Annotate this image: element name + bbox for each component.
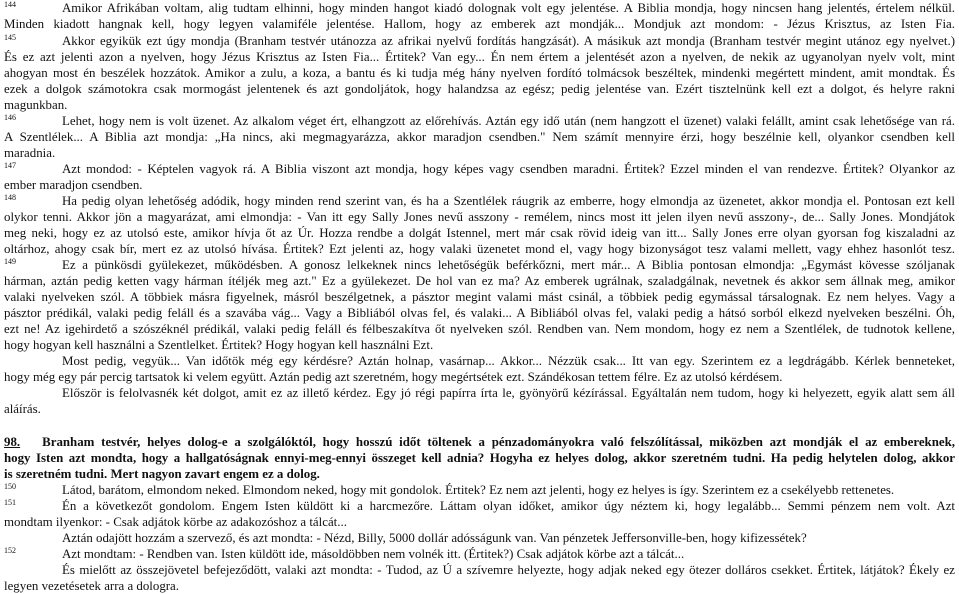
text-line: hárman, aztán pedig ketten vagy hárman ítéljék meg azt." Ez a gyülekezet. De hol van ez ma? Az emberek ugrálnak, szaladgálnak, nevetnek és akkor sem állnak meg, amikor — [4, 274, 955, 288]
text-line: Én a következőt gondolom. Engem Isten küldött ki a harcmezőre. Láttam olyan időket, amikor úgy néztem ki, hogy legalább... Semmi pénzem nem volt. Azt — [62, 499, 955, 513]
text-line: ezek a dolgok számotokra csak mormogást jelentenek és azt gondoljátok, hogy halandzsa az egész; pedig jelentése van. Ezért tisztelnünk kell ezt a dolgot, és helyre rakni — [4, 82, 955, 96]
text-line: Azt mondod: - Képtelen vagyok rá. A Biblia viszont azt mondja, hogy képes vagy csendben maradni. Értitek? Ezzel minden el van rendezve. Értitek? Olyankor az — [62, 162, 955, 176]
question-text: is szeretném tudni. Mert nagyon zavart engem ez a dolog. — [4, 467, 320, 481]
text-line: Látod, barátom, elmondom neked. Elmondom neked, hogy mit gondolok. Értitek? Ez nem azt jelenti, hogy ez helyes is így. Szerintem ez a csekélyebb rettenetes. — [62, 483, 895, 497]
paragraph-number: 146 — [4, 113, 16, 122]
paragraph-number: 149 — [4, 257, 16, 266]
text-line: Amikor Afrikában voltam, alig tudtam elhinni, hogy minden hangot kiadó dolognak volt egy jelentése. A Biblia mondja, hogy nincsen hang jelentés, értelem nélkül. — [62, 1, 955, 15]
text-line: aláírás. — [4, 402, 41, 416]
paragraph-number: 145 — [4, 33, 16, 42]
text-line: ahogyan most én beszélek hozzátok. Amikor a zulu, a koza, a bantu és ki tudja még hány nyelven fordító tolmácsok beszéltek, mindenki megértett mindent, amit mondtak. És — [4, 66, 955, 80]
text-line: legyen vezetésetek arra a dologra. — [4, 579, 179, 593]
text-line: oltárhoz, ahogy csak bír, mert ez az utolsó hívása. Értitek? Ezt jelenti az, hogy valaki üzenetet mond el, vagy hogy bizonyságot tesz valami mellett, vagy ehhez hasonlót tesz. — [4, 242, 955, 256]
text-line: Minden kiadott hangnak kell, hogy legyen valamiféle jelentése. Hallom, hogy az emberek azt mondják... Mondjuk azt mondom: - Jézus Krisztus, az Isten Fia. — [4, 17, 955, 31]
text-line: Először is felolvasnék két dolgot, amit ez az illető kérdez. Egy jó régi papírra írta le, gyönyörű kézírással. Egyáltalán nem tudom, hogy ki helyezett, egyik alatt sem áll — [62, 386, 955, 400]
paragraph-number: 150 — [4, 482, 16, 491]
text-line: Lehet, hogy nem is volt üzenet. Az alkalom véget ért, elhangzott az előrehívás. Aztán egy idő után (nem hangzott el üzenet) valaki felállt, amint csak lehetősége van rá. — [62, 114, 955, 128]
text-line: És mielőtt az összejövetel befejeződött, valaki azt mondta: - Tudod, az Ú a szívemre helyezte, hogy adjak neked egy ötezer dolláros csekket. Értitek, látjátok? Ékely ez — [62, 563, 955, 577]
paragraph-number: 147 — [4, 161, 16, 170]
text-line: Azt mondtam: - Rendben van. Isten küldött ide, másoldöbben nem volnék itt. (Értitek?) Csak adjátok körbe azt a tálcát... — [62, 547, 685, 561]
text-line: hogy még egy pár percig tartsatok ki velem együtt. Aztán pedig azt szeretném, hogy megértsétek ezt. Szándékosan tettem félre. Ez az utolsó kérdésem. — [4, 370, 783, 384]
paragraph-number: 144 — [4, 0, 16, 9]
text-line: A Szentlélek... A Biblia azt mondja: „Ha nincs, aki megmagyarázza, akkor maradjon csendben." Nem számít mennyire érzi, hogy beszélnie kell, olyankor csendben kell — [4, 130, 955, 144]
text-line: Ha pedig olyan lehetőség adódik, hogy minden rend szerint van, és ha a Szentlélek ráugrik az emberre, hogy elmondja az üzenetet, akkor mondja el. Pontosan ezt kell — [62, 194, 955, 208]
text-line: valaki nyelveken szól. A többiek másra figyelnek, másról beszélgetnek, a pásztor megint valami mást csinál, a többiek pedig egymással társalognak. Ez nem helyes. Vagy a — [4, 290, 955, 304]
paragraph-number: 152 — [4, 546, 16, 555]
text-line: meg neki, hogy ez az utolsó este, amikor hívja őt az Úr. Hozza rendbe a dolgát Istennel, mert már csak rövid ideig van itt... Sally Jones erre olyan gyorsan fog kiszaladni az — [4, 226, 955, 240]
text-line: mondtam ilyenkor: - Csak adjátok körbe az adakozóshoz a tálcát... — [4, 515, 347, 529]
question-number: 98. — [4, 435, 21, 449]
text-line: Akkor egyikük ezt úgy mondja (Branham testvér utánozza az afrikai nyelvű fordítás hangzását). A másikuk azt mondja (Branham testvér megint utánoz egy nyelvet.) — [62, 34, 955, 48]
text-line: És ez azt jelenti azon a nyelven, hogy Jézus Krisztus az Isten Fia... Értitek? Van egy... Én nem értem a jelentését azon a nyelven, de nekik az ugyanolyan nyelv volt, mint — [4, 50, 955, 64]
paragraph-number: 151 — [4, 498, 16, 507]
text-line: olykor tenni. Akkor jön a magyarázat, ami elmondja: - Van itt egy Sally Jones nevű asszony - remélem, nincs most itt jelen ilyen nevű asszony-, de... Sally Jones. Mondjátok — [4, 210, 955, 224]
text-line: Ez a pünkösdi gyülekezet, működésben. A gonosz lelkeknek nincs lehetőségük beférkőzni, mert már... A Biblia pontosan elmondja: „Egymást kövesse szóljanak — [62, 258, 955, 272]
text-line: Aztán odajött hozzám a szervező, és azt mondta: - Nézd, Billy, 5000 dollár adósságunk van. Van pénzetek Jeffersonville-ben, hogy kifizessétek? — [62, 531, 807, 545]
text-line: ember maradjon csendben. — [4, 178, 143, 192]
paragraph-number: 148 — [4, 193, 16, 202]
text-line: pásztor prédikál, valaki pedig feláll és a szavába vág... Vagy a Bibliából olvas fel, és valaki... A Bibliából olvas fel, valaki pedig a hátsó sorból elkezd nyelveken beszélni. Óh, — [4, 306, 955, 320]
text-line: magunkban. — [4, 98, 68, 112]
question-text: hogy Isten azt mondta, hogy a hallgatóságnak ennyi-meg-ennyi összeget kell adnia? Hogyha ez helyes dolog, akkor szeretném tudni. Ha pedig helytelen dolog, akkor — [4, 451, 955, 465]
text-line: hogy hogyan kell használni a Szentlelket. Értitek? Hogy hogyan kell használni Ezt. — [4, 338, 434, 352]
question-text: Branham testvér, helyes dolog-e a szolgálóktól, hogy hosszú időt töltenek a pénzadományokra való felszólítással, miközben azt mondják el az embereknek, — [42, 435, 955, 449]
text-line: Most pedig, vegyük... Van időtök még egy kérdésre? Aztán holnap, vasárnap... Akkor... Nézzük csak... Itt van egy. Szerintem ez a legdrágább. Kérlek benneteket, — [62, 354, 955, 368]
question-heading — [4, 434, 955, 450]
text-line: maradnia. — [4, 146, 56, 160]
text-line: ezt ne! Az igehirdető a szószéknél prédikál, valaki pedig feláll és félbeszakítva őt nyelveken szól. Rendben van. Nem mondom, hogy ez nem a Szentlélek, de tudnotok kellene, — [4, 322, 955, 336]
